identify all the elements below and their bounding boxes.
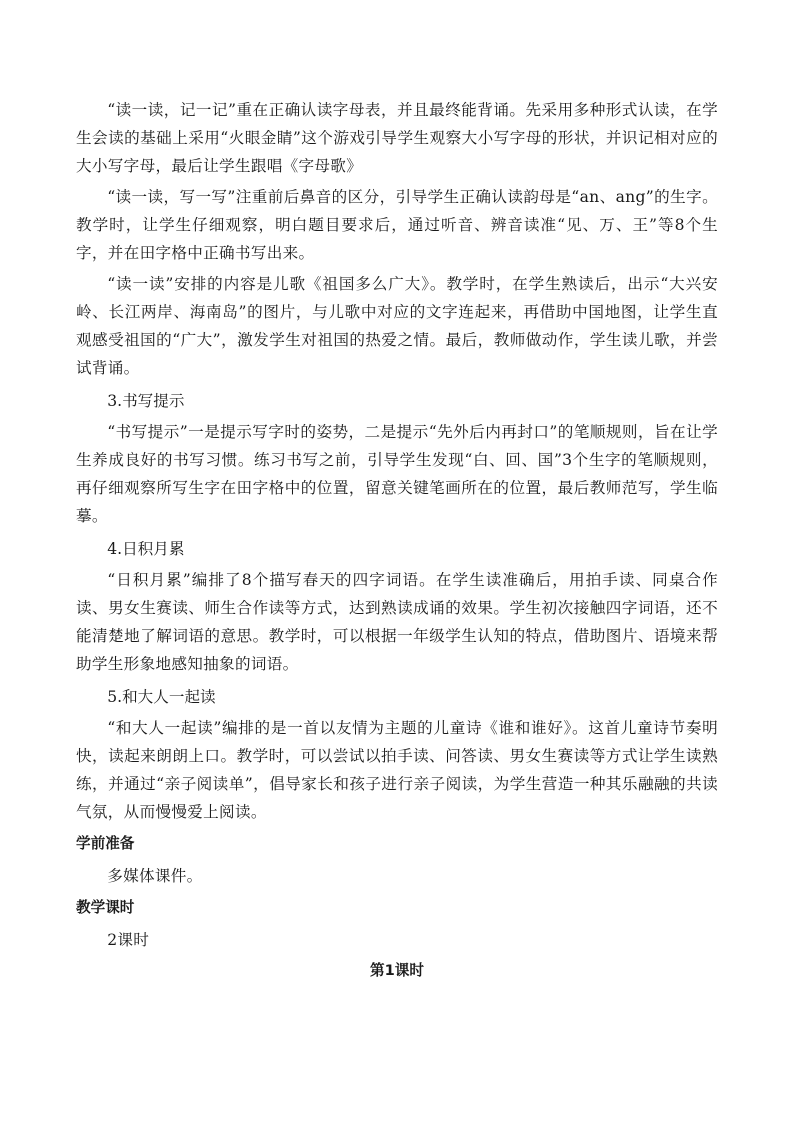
paragraph-read-write: “读一读，写一写”注重前后鼻音的区分，引导学生正确认读韵母是“an、ang”的生字。教学时，让学生仔细观察，明白题目要求后，通过听音、辨音读准“见、万、王”等8个生字，并在田字格中正确书写出来。 bbox=[76, 188, 718, 262]
paragraph-writing-tips: “书写提示”一是提示写字时的姿势，二是提示“先外后内再封口”的笔顺规则，旨在让学生养成良好的书写习惯。练习书写之前，引导学生发现“白、回、国”3个生字的笔顺规则，再仔细观察所写生字在田字格中的位置，留意关键笔画所在的位置，最后教师范写，学生临摹。 bbox=[76, 423, 718, 525]
document-body bbox=[76, 96, 718, 985]
paragraph-daily-accumulation: “日积月累”编排了8个描写春天的四字词语。在学生读准确后，用拍手读、同桌合作读、男女生赛读、师生合作读等方式，达到熟读成诵的效果。学生初次接触四字词语，还不能清楚地了解词语的意思。教学时，可以根据一年级学生认知的特点，借助图片、语境来帮助学生形象地感知抽象的词语。 bbox=[76, 571, 718, 673]
preparation-text: 多媒体课件。 bbox=[107, 867, 203, 885]
heading-read-with-adults: 5.和大人一起读 bbox=[107, 688, 216, 706]
heading-writing-tips: 3.书写提示 bbox=[107, 392, 185, 410]
paragraph-read-with-adults: “和大人一起读”编排的是一首以友情为主题的儿童诗《谁和谁好》。这首儿童诗节奏明快，读起来朗朗上口。教学时，可以尝试以拍手读、问答读、男女生赛读等方式让学生读熟练，并通过“亲子阅读单”，倡导家长和孩子进行亲子阅读，为学生营造一种其乐融融的共读气氛，从而慢慢爱上阅读。 bbox=[76, 719, 718, 821]
lesson-title: 第1课时 bbox=[370, 962, 424, 979]
class-hours-text: 2课时 bbox=[107, 931, 150, 949]
section-title-preparation: 学前准备 bbox=[76, 835, 135, 852]
section-title-class-hours: 教学课时 bbox=[76, 899, 135, 916]
paragraph-read-remember: “读一读，记一记”重在正确认读字母表，并且最终能背诵。先采用多种形式认读，在学生会读的基础上采用“火眼金睛”这个游戏引导学生观察大小写字母的形状，并识记相对应的大小写字母，最后让学生跟唱《字母歌》 bbox=[76, 101, 718, 175]
heading-daily-accumulation: 4.日积月累 bbox=[107, 540, 185, 558]
paragraph-read-poem: “读一读”安排的内容是儿歌《祖国多么广大》。教学时，在学生熟读后，出示“大兴安岭、长江两岸、海南岛”的图片，与儿歌中对应的文字连起来，再借助中国地图，让学生直观感受祖国的“广大”，激发学生对祖国的热爱之情。最后，教师做动作，学生读儿歌，并尝试背诵。 bbox=[76, 275, 718, 377]
